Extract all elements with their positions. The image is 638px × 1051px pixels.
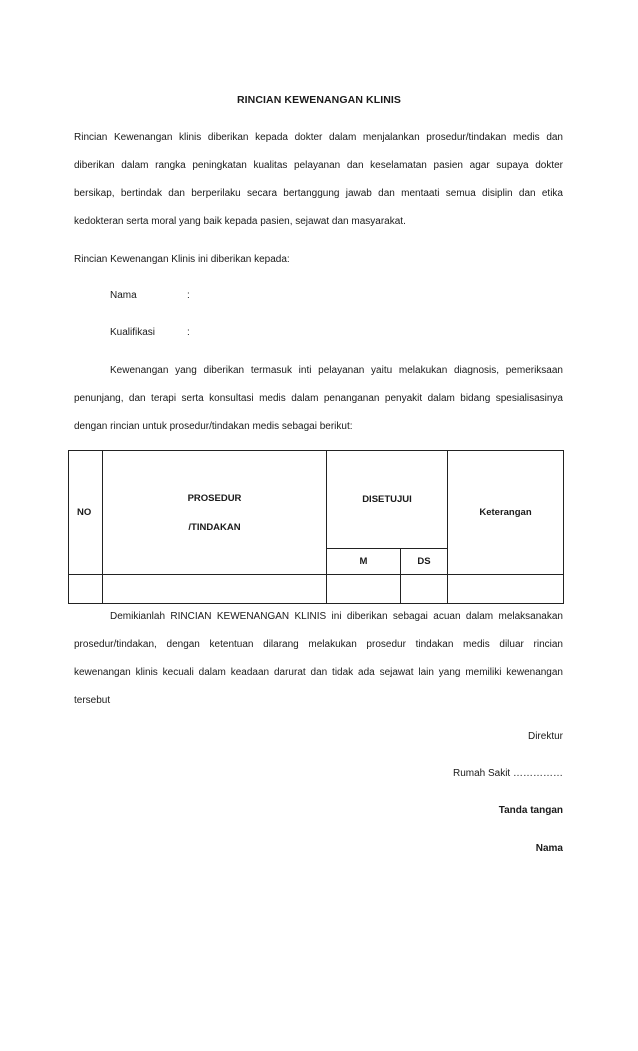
scope-line: Kewenangan yang diberikan termasuk inti pelayanan yaitu melakukan diagnosis, pemeriksaan — [110, 365, 563, 376]
table-header-m: M — [327, 549, 401, 575]
intro-line: bersikap, bertindak dan berperilaku secara bertanggung jawab dan mentaati semua disiplin dan etika — [74, 188, 563, 199]
table-header-disetujui: DISETUJUI — [327, 451, 448, 549]
closing-line: Demikianlah RINCIAN KEWENANGAN KLINIS ini diberikan sebagai acuan dalam melaksanakan — [110, 611, 563, 622]
signature-name-label: Nama — [535, 843, 563, 854]
table-row — [69, 575, 564, 604]
table-header-no: NO — [69, 451, 103, 575]
scope-line: penunjang, dan terapi serta konsultasi medis dalam penanganan penyakit dalam bidang spesialisasinya — [74, 393, 563, 404]
prosedur-line-2: /TINDAKAN — [188, 521, 241, 533]
signature-sign-label: Tanda tangan — [498, 805, 563, 816]
field-colon: : — [187, 327, 190, 338]
table-cell — [401, 575, 448, 604]
closing-line: prosedur/tindakan, dengan ketentuan dilarang melakukan prosedur tindakan medis diluar rincian — [74, 639, 563, 650]
table-header-keterangan: Keterangan — [448, 451, 564, 575]
procedure-table — [68, 450, 564, 604]
recipient-intro: Rincian Kewenangan Klinis ini diberikan kepada: — [74, 254, 290, 265]
table-cell — [327, 575, 401, 604]
table-header-ds: DS — [401, 549, 448, 575]
table-header-prosedur — [103, 451, 327, 575]
scope-line: dengan rincian untuk prosedur/tindakan medis sebagai berikut: — [74, 421, 353, 432]
closing-line: kewenangan klinis kecuali dalam keadaan darurat dan tidak ada sejawat lain yang memiliki kewenangan — [74, 667, 563, 678]
intro-line: kedokteran serta moral yang baik kepada pasien, sejawat dan masyarakat. — [74, 216, 406, 227]
table-cell — [103, 575, 327, 604]
field-label-kualifikasi: Kualifikasi — [110, 327, 156, 338]
signature-position: Direktur — [527, 731, 563, 742]
table-cell — [448, 575, 564, 604]
closing-line: tersebut — [74, 695, 111, 706]
prosedur-line-1: PROSEDUR — [187, 492, 242, 504]
document-title: RINCIAN KEWENANGAN KLINIS — [236, 94, 402, 106]
intro-line: diberikan dalam rangka peningkatan kualitas pelayanan dan keselamatan pasien agar supaya dokter — [74, 160, 563, 171]
signature-institution: Rumah Sakit …………… — [452, 768, 563, 779]
table-cell — [69, 575, 103, 604]
field-label-nama: Nama — [110, 290, 137, 301]
intro-line: Rincian Kewenangan klinis diberikan kepada dokter dalam menjalankan prosedur/tindakan medis dan — [74, 132, 563, 143]
field-colon: : — [187, 290, 190, 301]
